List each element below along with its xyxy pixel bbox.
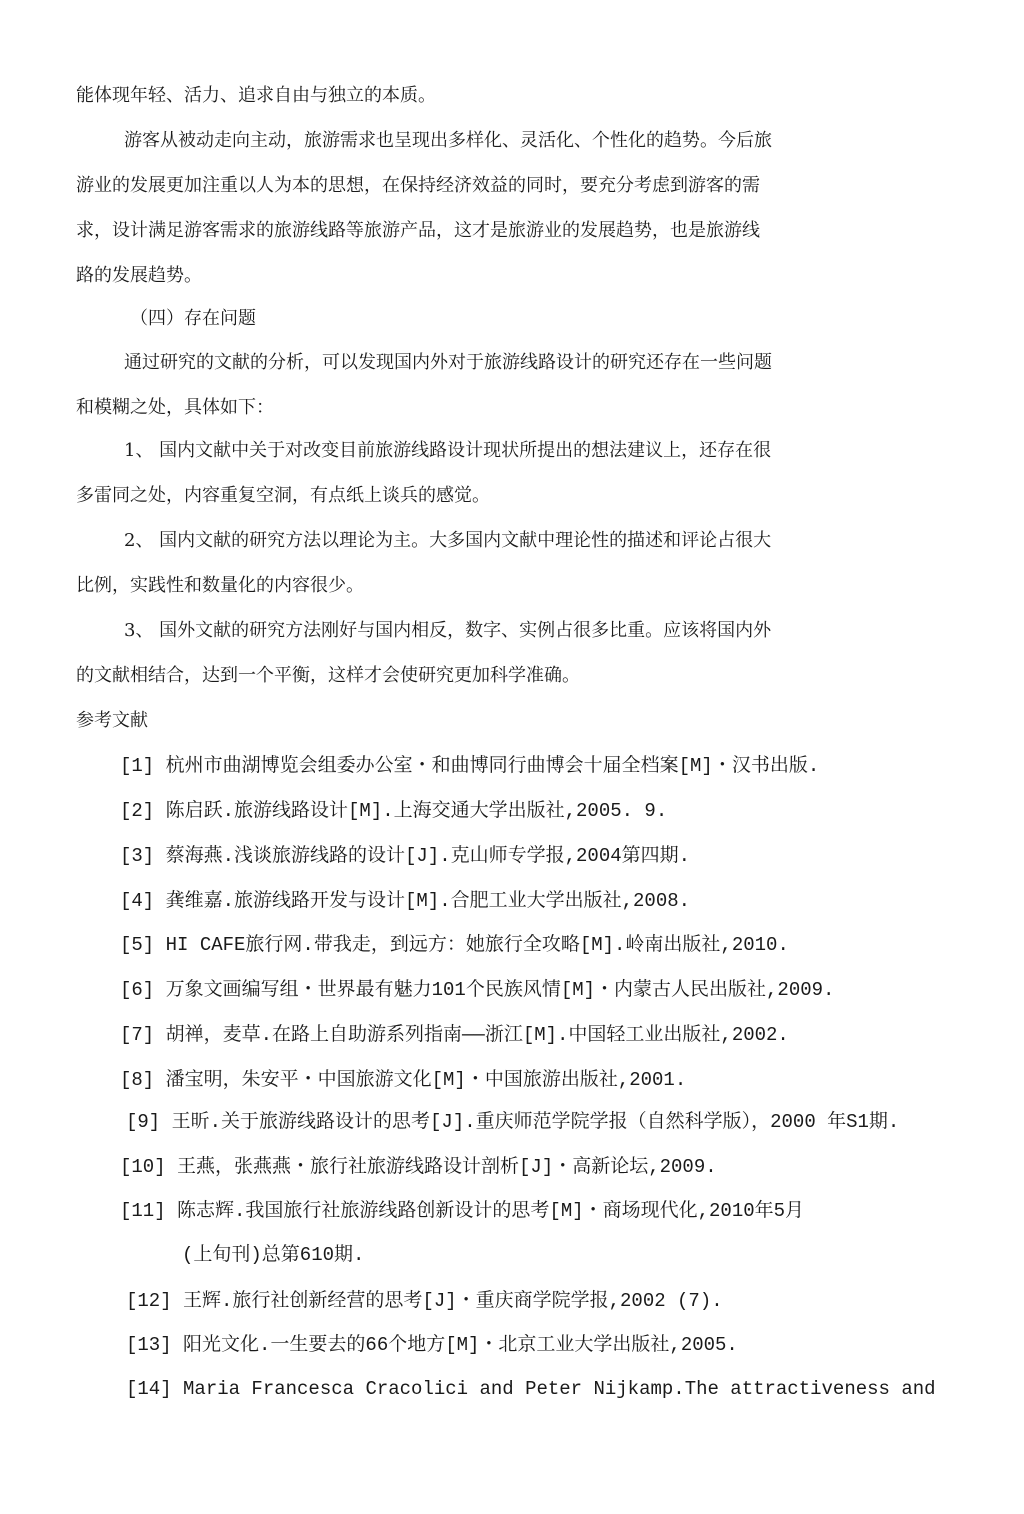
reference-item-continuation: (上旬刊)总第610期.	[182, 1244, 365, 1266]
reference-item: [7] 胡禅，麦草.在路上自助游系列指南——浙江[M].中国轻工业出版社,2002.	[120, 1024, 789, 1046]
paragraph-line: 游业的发展更加注重以人为本的思想，在保持经济效益的同时，要充分考虑到游客的需	[76, 175, 760, 196]
paragraph-line: 和模糊之处，具体如下：	[76, 397, 274, 418]
list-item: 的文献相结合，达到一个平衡，这样才会使研究更加科学准确。	[76, 665, 580, 686]
paragraph-line: 游客从被动走向主动，旅游需求也呈现出多样化、灵活化、个性化的趋势。今后旅	[124, 130, 772, 151]
section-heading: （四）存在问题	[130, 308, 256, 329]
reference-item: [6] 万象文画编写组・世界最有魅力101个民族风情[M]・内蒙古人民出版社,2009.	[120, 979, 835, 1001]
list-item: 多雷同之处，内容重复空洞，有点纸上谈兵的感觉。	[76, 485, 490, 506]
reference-item: [9] 王昕.关于旅游线路设计的思考[J].重庆师范学院学报（自然科学版），2000 年S1期.	[126, 1111, 900, 1133]
reference-item: [8] 潘宝明，朱安平・中国旅游文化[M]・中国旅游出版社,2001.	[120, 1069, 687, 1091]
reference-item: [14] Maria Francesca Cracolici and Peter Nijkamp.The attractiveness and	[126, 1378, 936, 1400]
reference-item: [1] 杭州市曲湖博览会组委办公室・和曲博同行曲博会十届全档案[M]・汉书出版.	[120, 755, 820, 777]
reference-item: [4] 龚维嘉.旅游线路开发与设计[M].合肥工业大学出版社,2008.	[120, 890, 691, 912]
list-item: 2、 国内文献的研究方法以理论为主。大多国内文献中理论性的描述和评论占很大	[124, 530, 772, 551]
paragraph-line: 路的发展趋势。	[76, 265, 202, 286]
reference-item: [11] 陈志辉.我国旅行社旅游线路创新设计的思考[M]・商场现代化,2010年5月	[120, 1200, 805, 1222]
list-item: 1、 国内文献中关于对改变目前旅游线路设计现状所提出的想法建议上，还存在很	[124, 440, 772, 461]
reference-item: [13] 阳光文化.一生要去的66个地方[M]・北京工业大学出版社,2005.	[126, 1334, 738, 1356]
paragraph-line: 求，设计满足游客需求的旅游线路等旅游产品，这才是旅游业的发展趋势，也是旅游线	[76, 220, 760, 241]
reference-item: [10] 王燕，张燕燕・旅行社旅游线路设计剖析[J]・高新论坛,2009.	[120, 1156, 717, 1178]
references-heading: 参考文献	[76, 710, 148, 731]
reference-item: [2] 陈启跃.旅游线路设计[M].上海交通大学出版社,2005. 9.	[120, 800, 668, 822]
reference-item: [5] HI CAFE旅行网.带我走，到远方：她旅行全攻略[M].岭南出版社,2010.	[120, 934, 789, 956]
reference-item: [12] 王辉.旅行社创新经营的思考[J]・重庆商学院学报,2002 (7).	[126, 1290, 723, 1312]
list-item: 比例，实践性和数量化的内容很少。	[76, 575, 364, 596]
paragraph-line: 通过研究的文献的分析，可以发现国内外对于旅游线路设计的研究还存在一些问题	[124, 352, 772, 373]
list-item: 3、 国外文献的研究方法刚好与国内相反，数字、实例占很多比重。应该将国内外	[124, 620, 772, 641]
reference-item: [3] 蔡海燕.浅谈旅游线路的设计[J].克山师专学报,2004第四期.	[120, 845, 691, 867]
paragraph-line: 能体现年轻、活力、追求自由与独立的本质。	[76, 85, 436, 106]
